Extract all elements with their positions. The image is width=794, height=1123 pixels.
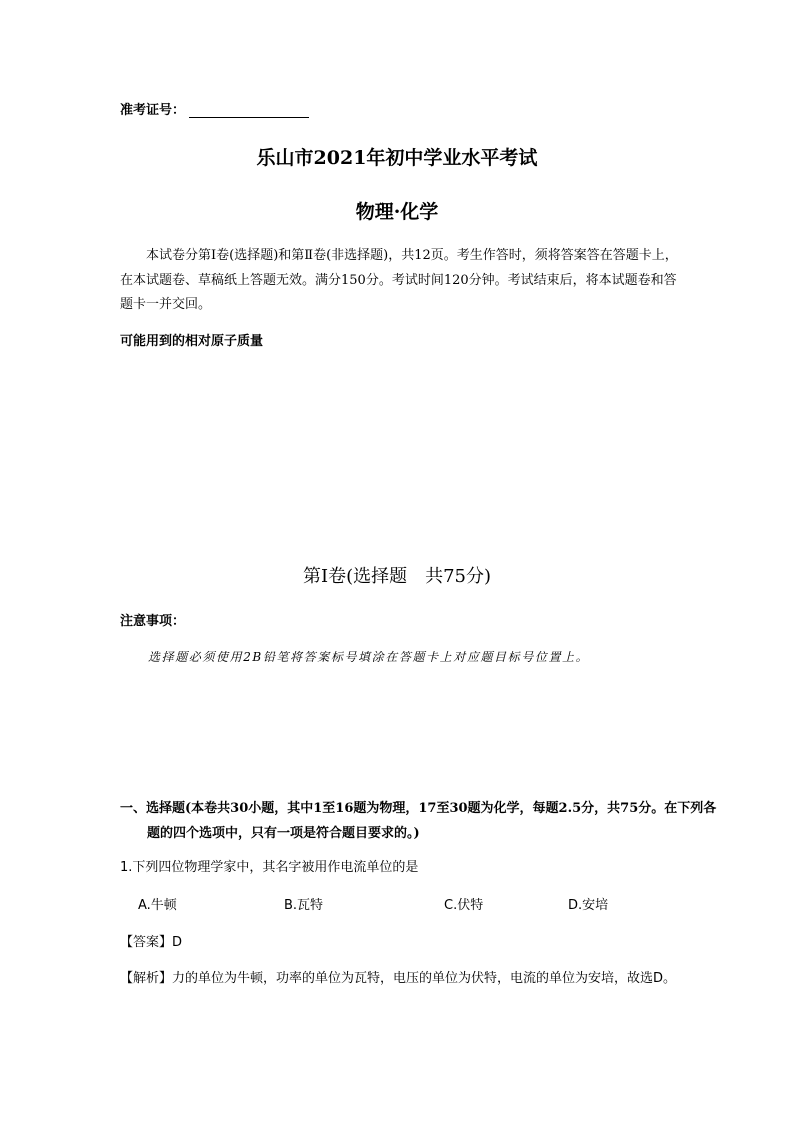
question-1-answer: 【答案】D [120, 935, 183, 950]
question-1-option-a: A.牛顿 [138, 898, 177, 913]
analysis-label: 【解析】 [120, 971, 173, 986]
question-1-option-c: C.伏特 [444, 898, 484, 913]
notes-heading: 注意事项： [120, 614, 186, 629]
exam-intro-paragraph: 本试卷分第Ⅰ卷(选择题)和第Ⅱ卷(非选择题)，共12页。考生作答时，须将答案答在答题卡上，在本试题卷、草稿纸上答题无效。满分150分。考试时间120分钟。考试结束后，将本试题卷和答题卡一并交回。 [120, 248, 678, 312]
section-heading: 一、选择题(本卷共30小题，其中1至16题为物理，17至30题为化学，每题2.5分，共75分。在下列各题的四个选项中，只有一项是符合题目要求的。) [120, 801, 717, 841]
exam-main-title: 乐山市2021年初中学业水平考试 [256, 147, 538, 169]
exam-id-field [120, 99, 309, 118]
atomic-mass-heading: 可能用到的相对原子质量 [120, 334, 264, 349]
part1-title: 第Ⅰ卷(选择题 共75分) [302, 566, 492, 587]
question-1-stem: 1.下列四位物理学家中，其名字被用作电流单位的是 [120, 860, 419, 875]
question-1-analysis [120, 967, 686, 991]
question-1-option-b: B.瓦特 [284, 898, 324, 913]
exam-sub-title: 物理·化学 [355, 201, 439, 223]
exam-id-label: 准考证号： [120, 103, 186, 118]
question-1-option-d: D.安培 [568, 898, 609, 913]
analysis-text: 力的单位为牛顿，功率的单位为瓦特，电压的单位为伏特，电流的单位为安培，故选D。 [172, 971, 677, 986]
notes-text: 选择题必须使用2B铅笔将答案标号填涂在答题卡上对应题目标号位置上。 [148, 650, 590, 664]
exam-id-blank-line [189, 103, 309, 118]
